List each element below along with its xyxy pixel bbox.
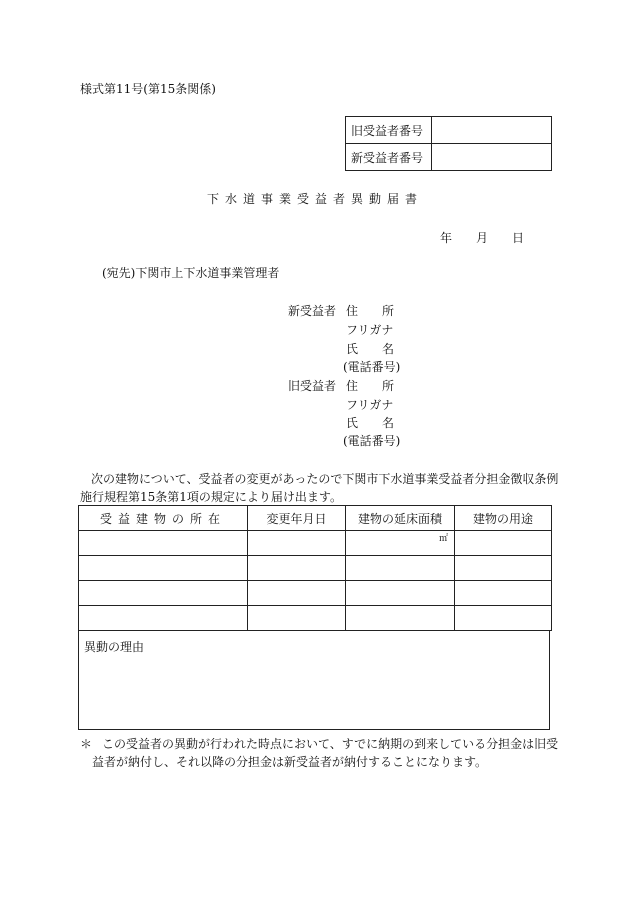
location-cell[interactable]	[79, 581, 248, 606]
header-location: 受益建物の所在	[79, 506, 248, 531]
table-row	[79, 531, 552, 556]
new-number-label: 新受益者番号	[346, 144, 432, 171]
old-beneficiary-label: 旧受益者	[288, 379, 337, 393]
new-address-label: 住 所	[346, 304, 395, 318]
location-cell[interactable]	[79, 556, 248, 581]
new-phone-label: (電話番号)	[343, 360, 401, 374]
new-name-label: 氏 名	[346, 342, 395, 356]
old-furigana-label: フリガナ	[346, 398, 394, 412]
floor-area-cell[interactable]	[346, 531, 455, 556]
table-header-row	[79, 506, 552, 531]
reason-box[interactable]	[78, 630, 550, 730]
date-day-label: 日	[512, 231, 525, 245]
header-floor-area: 建物の延床面積	[346, 506, 455, 531]
note-line1: この受益者の異動が行われた時点において、すでに納期の到来している分担金は旧受	[102, 737, 559, 751]
table-row	[79, 581, 552, 606]
location-cell[interactable]	[79, 531, 248, 556]
reason-label: 異動の理由	[84, 640, 145, 654]
old-number-field[interactable]	[432, 117, 552, 144]
floor-area-cell[interactable]	[346, 581, 455, 606]
area-unit: ㎡	[438, 534, 448, 544]
change-date-cell[interactable]	[248, 581, 346, 606]
new-number-row	[346, 144, 552, 171]
form-code: 様式第11号(第15条関係)	[80, 82, 216, 96]
table-row	[79, 606, 552, 631]
date-month-label: 月	[476, 231, 489, 245]
usage-cell[interactable]	[455, 556, 552, 581]
new-beneficiary-label: 新受益者	[288, 304, 337, 318]
old-phone-label: (電話番号)	[343, 434, 401, 448]
note-asterisk: ＊	[80, 737, 93, 751]
intro-text-line1: 次の建物について、受益者の変更があったので下関市下水道事業受益者分担金徴収条例	[91, 472, 559, 486]
date-line	[440, 229, 524, 246]
intro-text-line2: 施行規程第15条第1項の規定により届け出ます。	[80, 490, 342, 504]
addressee: (宛先)下関市上下水道事業管理者	[102, 266, 280, 280]
new-furigana-label: フリガナ	[346, 323, 394, 337]
location-cell[interactable]	[79, 606, 248, 631]
new-number-field[interactable]	[432, 144, 552, 171]
table-row	[79, 556, 552, 581]
floor-area-cell[interactable]	[346, 556, 455, 581]
change-date-cell[interactable]	[248, 531, 346, 556]
change-date-cell[interactable]	[248, 606, 346, 631]
building-table	[78, 505, 552, 631]
document-title: 下水道事業受益者異動届書	[206, 192, 423, 206]
usage-cell[interactable]	[455, 606, 552, 631]
old-number-label: 旧受益者番号	[346, 117, 432, 144]
header-change-date: 変更年月日	[248, 506, 346, 531]
date-year-label: 年	[440, 231, 453, 245]
note-line2: 益者が納付し、それ以降の分担金は新受益者が納付することになります。	[92, 755, 488, 769]
header-usage: 建物の用途	[455, 506, 552, 531]
change-date-cell[interactable]	[248, 556, 346, 581]
old-address-label: 住 所	[346, 379, 395, 393]
usage-cell[interactable]	[455, 581, 552, 606]
beneficiary-number-box	[345, 116, 552, 171]
old-name-label: 氏 名	[346, 416, 395, 430]
old-number-row	[346, 117, 552, 144]
usage-cell[interactable]	[455, 531, 552, 556]
floor-area-cell[interactable]	[346, 606, 455, 631]
